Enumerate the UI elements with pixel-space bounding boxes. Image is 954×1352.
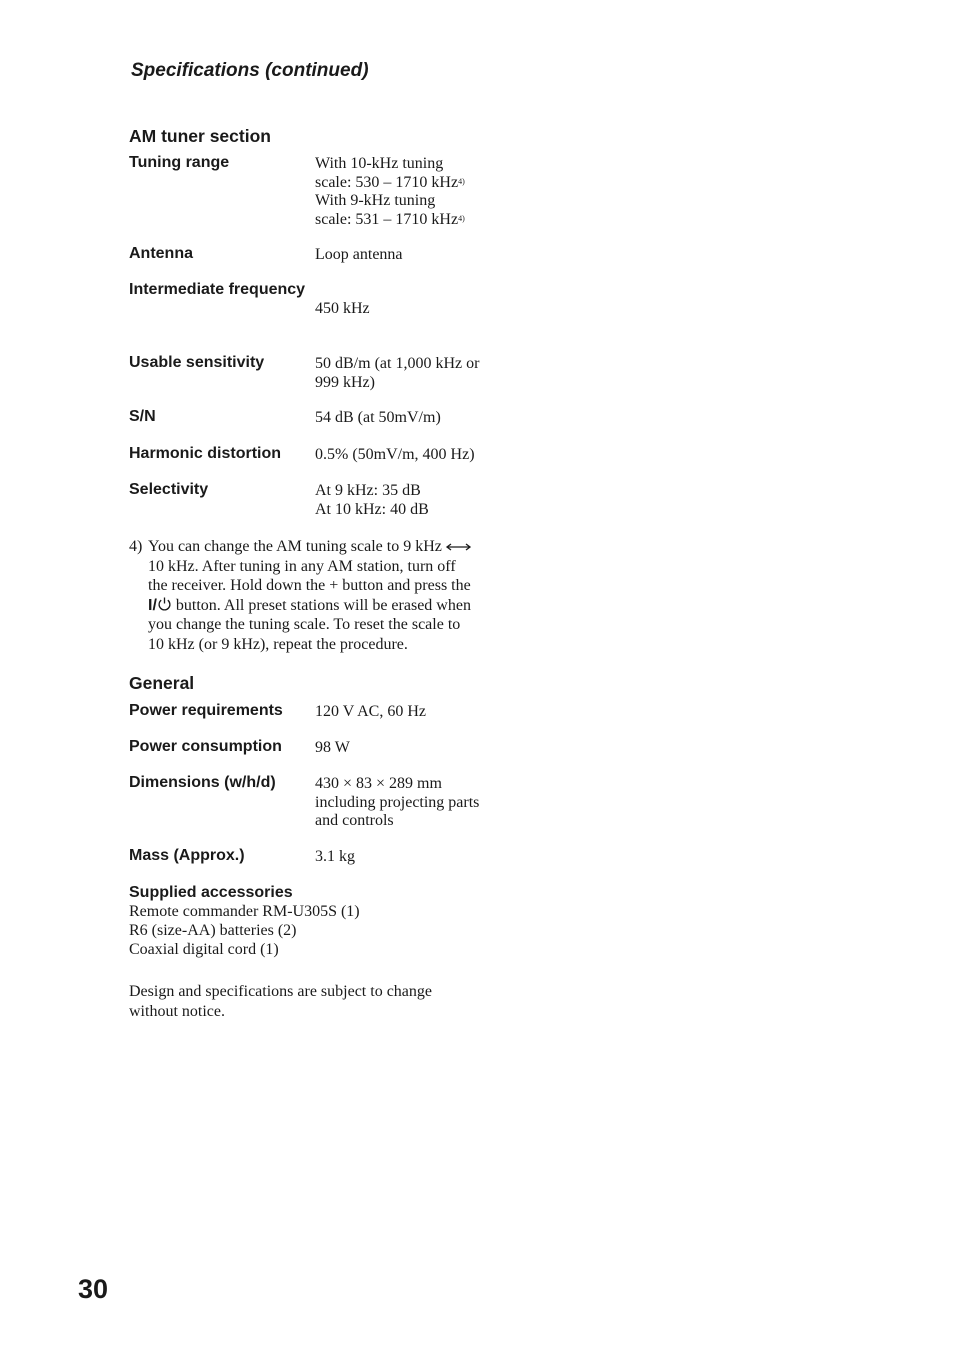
spec-label-tuning-range: Tuning range — [129, 154, 230, 171]
tuning-range-line: With 9-kHz tuning — [315, 192, 436, 209]
footnote-line: you change the tuning scale. To reset the scale to — [148, 616, 461, 633]
spec-value-selectivity — [315, 482, 429, 519]
footnote-line: You can change the AM tuning scale to 9 kHz — [148, 537, 509, 557]
footnote-body — [148, 537, 509, 654]
notice-line: Design and specifications are subject to change — [129, 983, 432, 1000]
supplied-accessories — [129, 883, 360, 959]
supplied-accessories-title: Supplied accessories — [129, 884, 293, 901]
spec-label-power-consumption: Power consumption — [129, 738, 282, 755]
spec-label-selectivity: Selectivity — [129, 481, 209, 498]
footnote-ref: 4) — [458, 176, 465, 186]
spec-value-antenna: Loop antenna — [315, 246, 403, 263]
usable-sensitivity-line: 50 dB/m (at 1,000 kHz or — [315, 355, 480, 372]
footnote-line: 10 kHz (or 9 kHz), repeat the procedure. — [148, 635, 408, 653]
spec-value-intermediate-frequency: 450 kHz — [315, 300, 370, 317]
selectivity-line: At 9 kHz: 35 dB — [315, 482, 421, 499]
page-heading: Specifications (continued) — [131, 60, 369, 81]
footnote — [129, 537, 509, 654]
spec-value-harmonic-distortion: 0.5% (50mV/m, 400 Hz) — [315, 446, 475, 463]
spec-label-dimensions: Dimensions (w/h/d) — [129, 774, 276, 791]
usable-sensitivity-line: 999 kHz) — [315, 373, 375, 391]
footnote-line: I/ button. All preset stations will be erased when — [148, 596, 471, 614]
page-number: 30 — [78, 1274, 109, 1304]
tuning-range-line: With 10-kHz tuning — [315, 155, 444, 172]
footnote-number: 4) — [129, 538, 143, 555]
power-icon — [157, 596, 172, 612]
section-title-am-tuner: AM tuner section — [129, 126, 271, 146]
tuning-range-line: scale: 531 – 1710 kHz$^{4)}$ — [315, 210, 465, 228]
spec-label-mass: Mass (Approx.) — [129, 847, 245, 864]
accessory-item: R6 (size-AA) batteries (2) — [129, 922, 297, 939]
spec-label-sn: S/N — [129, 408, 156, 425]
spec-value-power-requirements: 120 V AC, 60 Hz — [315, 703, 426, 720]
spec-label-antenna: Antenna — [129, 245, 193, 262]
footnote-ref: 4) — [458, 213, 465, 223]
spec-value-mass: 3.1 kg — [315, 848, 355, 865]
notice — [129, 982, 432, 1022]
footnote-line: 10 kHz. After tuning in any AM station, turn off — [148, 557, 456, 575]
footnote-line: the receiver. Hold down the + button and press the — [148, 577, 471, 594]
spec-value-tuning-range — [315, 155, 465, 229]
spec-label-usable-sensitivity: Usable sensitivity — [129, 354, 265, 371]
power-button-label: I/ — [148, 596, 157, 614]
notice-line: without notice. — [129, 1003, 225, 1020]
spec-label-intermediate-frequency: Intermediate frequency — [129, 281, 306, 298]
double-arrow-icon — [445, 543, 472, 551]
spec-value-power-consumption: 98 W — [315, 739, 350, 756]
section-title-general: General — [129, 673, 195, 693]
spec-label-harmonic-distortion: Harmonic distortion — [129, 445, 282, 462]
spec-label-power-requirements: Power requirements — [129, 702, 283, 719]
spec-value-sn: 54 dB (at 50mV/m) — [315, 409, 441, 426]
spec-value-dimensions — [315, 775, 479, 831]
dimensions-line: 430 × 83 × 289 mm — [315, 775, 442, 792]
dimensions-line: including projecting parts — [315, 793, 480, 811]
selectivity-line: At 10 kHz: 40 dB — [315, 500, 429, 518]
spec-value-usable-sensitivity — [315, 355, 479, 392]
dimensions-line: and controls — [315, 812, 394, 829]
accessory-item: Remote commander RM-U305S (1) — [129, 903, 360, 920]
accessory-item: Coaxial digital cord (1) — [129, 941, 279, 958]
tuning-range-line: scale: 530 – 1710 kHz$^{4)}$ — [315, 173, 465, 191]
